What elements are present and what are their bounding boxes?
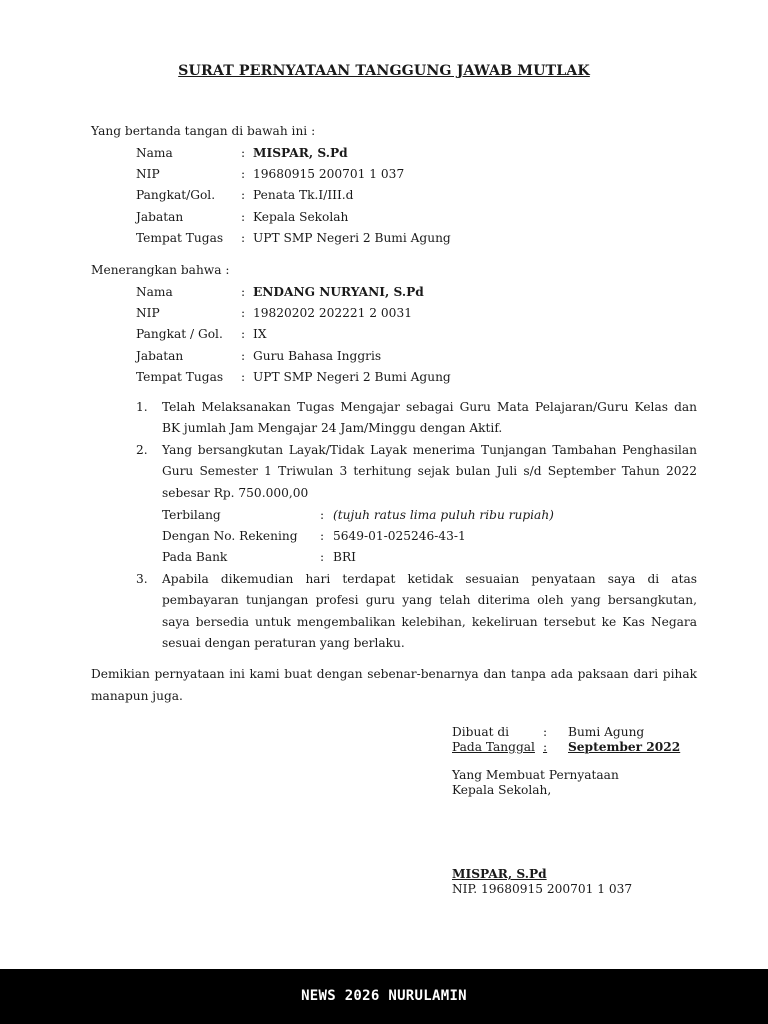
field-value: (tujuh ratus lima puluh ribu rupiah) bbox=[333, 508, 554, 522]
field-separator: : bbox=[241, 285, 246, 299]
field-separator: : bbox=[241, 146, 246, 160]
field-separator: : bbox=[241, 370, 246, 384]
field-label: Terbilang bbox=[162, 508, 221, 522]
item-number: 3. bbox=[136, 572, 148, 586]
field-label: Jabatan bbox=[136, 349, 184, 363]
field-value: BRI bbox=[333, 550, 356, 564]
place-value: Bumi Agung bbox=[568, 725, 645, 739]
field-value: Penata Tk.I/III.d bbox=[253, 188, 354, 202]
field-separator: : bbox=[241, 327, 246, 341]
date-value: September 2022 bbox=[568, 740, 681, 754]
field-label: Pangkat / Gol. bbox=[136, 327, 223, 341]
closing-paragraph: Demikian pernyataan ini kami buat dengan sebenar-benarnya dan tanpa ada paksaan dari pihak manapun juga. bbox=[91, 667, 697, 703]
signatory-nip: NIP. 19680915 200701 1 037 bbox=[452, 882, 633, 896]
subject-intro: Menerangkan bahwa : bbox=[91, 263, 230, 277]
field-value: IX bbox=[253, 327, 267, 341]
field-value: 5649-01-025246-43-1 bbox=[333, 529, 466, 543]
item-text: Telah Melaksanakan Tugas Mengajar sebagai Guru Mata Pelajaran/Guru Kelas dan BK jumlah Jam Mengajar 24 Jam/Minggu dengan Aktif. bbox=[162, 400, 697, 436]
item-text: Apabila dikemudian hari terdapat ketidak sesuaian penyataan saya di atas pembayaran tunjangan profesi guru yang telah diterima oleh yang bersangkutan, saya bersedia untuk mengembalikan kelebihan, kekeliruan tersebut ke Kas Negara sesuai dengan peraturan yang berlaku. bbox=[162, 572, 697, 650]
field-value: ENDANG NURYANI, S.Pd bbox=[253, 285, 424, 299]
document-title: SURAT PERNYATAAN TANGGUNG JAWAB MUTLAK bbox=[178, 63, 590, 79]
field-label: NIP bbox=[136, 167, 160, 181]
field-value: 19680915 200701 1 037 bbox=[253, 167, 405, 181]
field-value: Kepala Sekolah bbox=[253, 210, 349, 224]
footer-caption: NEWS 2026 NURULAMIN bbox=[301, 988, 467, 1004]
place-label: Dibuat di bbox=[452, 725, 510, 739]
field-value: MISPAR, S.Pd bbox=[253, 146, 348, 160]
signatory-name: MISPAR, S.Pd bbox=[452, 867, 547, 881]
field-separator: : bbox=[241, 306, 246, 320]
field-separator: : bbox=[320, 529, 325, 543]
field-label: Pangkat/Gol. bbox=[136, 188, 216, 202]
field-label: Pada Bank bbox=[162, 550, 228, 564]
item-text: Yang bersangkutan Layak/Tidak Layak menerima Tunjangan Tambahan Penghasilan Guru Semester 1 Triwulan 3 terhitung sejak bulan Juli s/d September Tahun 2022 sebesar Rp. 750.000,00 bbox=[162, 443, 697, 500]
date-label: Pada Tanggal bbox=[452, 740, 535, 754]
field-label: Tempat Tugas bbox=[136, 370, 224, 384]
field-value: Guru Bahasa Inggris bbox=[253, 349, 382, 363]
field-label: Dengan No. Rekening bbox=[162, 529, 298, 543]
field-value: UPT SMP Negeri 2 Bumi Agung bbox=[253, 370, 451, 384]
field-separator: : bbox=[241, 231, 246, 245]
maker-title-line: Yang Membuat Pernyataan bbox=[452, 768, 619, 782]
field-separator: : bbox=[320, 550, 325, 564]
field-label: Tempat Tugas bbox=[136, 231, 224, 245]
field-label: Nama bbox=[136, 285, 173, 299]
field-label: Nama bbox=[136, 146, 173, 160]
item-number: 1. bbox=[136, 400, 148, 414]
field-separator: : bbox=[241, 188, 246, 202]
field-separator: : bbox=[241, 167, 246, 181]
field-label: NIP bbox=[136, 306, 160, 320]
date-separator: : bbox=[543, 740, 548, 754]
item-number: 2. bbox=[136, 443, 148, 457]
signer-intro: Yang bertanda tangan di bawah ini : bbox=[91, 124, 316, 138]
field-separator: : bbox=[320, 508, 325, 522]
field-value: UPT SMP Negeri 2 Bumi Agung bbox=[253, 231, 451, 245]
field-separator: : bbox=[241, 210, 246, 224]
field-separator: : bbox=[241, 349, 246, 363]
place-separator: : bbox=[543, 725, 548, 739]
field-label: Jabatan bbox=[136, 210, 184, 224]
maker-role-line: Kepala Sekolah, bbox=[452, 783, 552, 797]
field-value: 19820202 202221 2 0031 bbox=[253, 306, 412, 320]
